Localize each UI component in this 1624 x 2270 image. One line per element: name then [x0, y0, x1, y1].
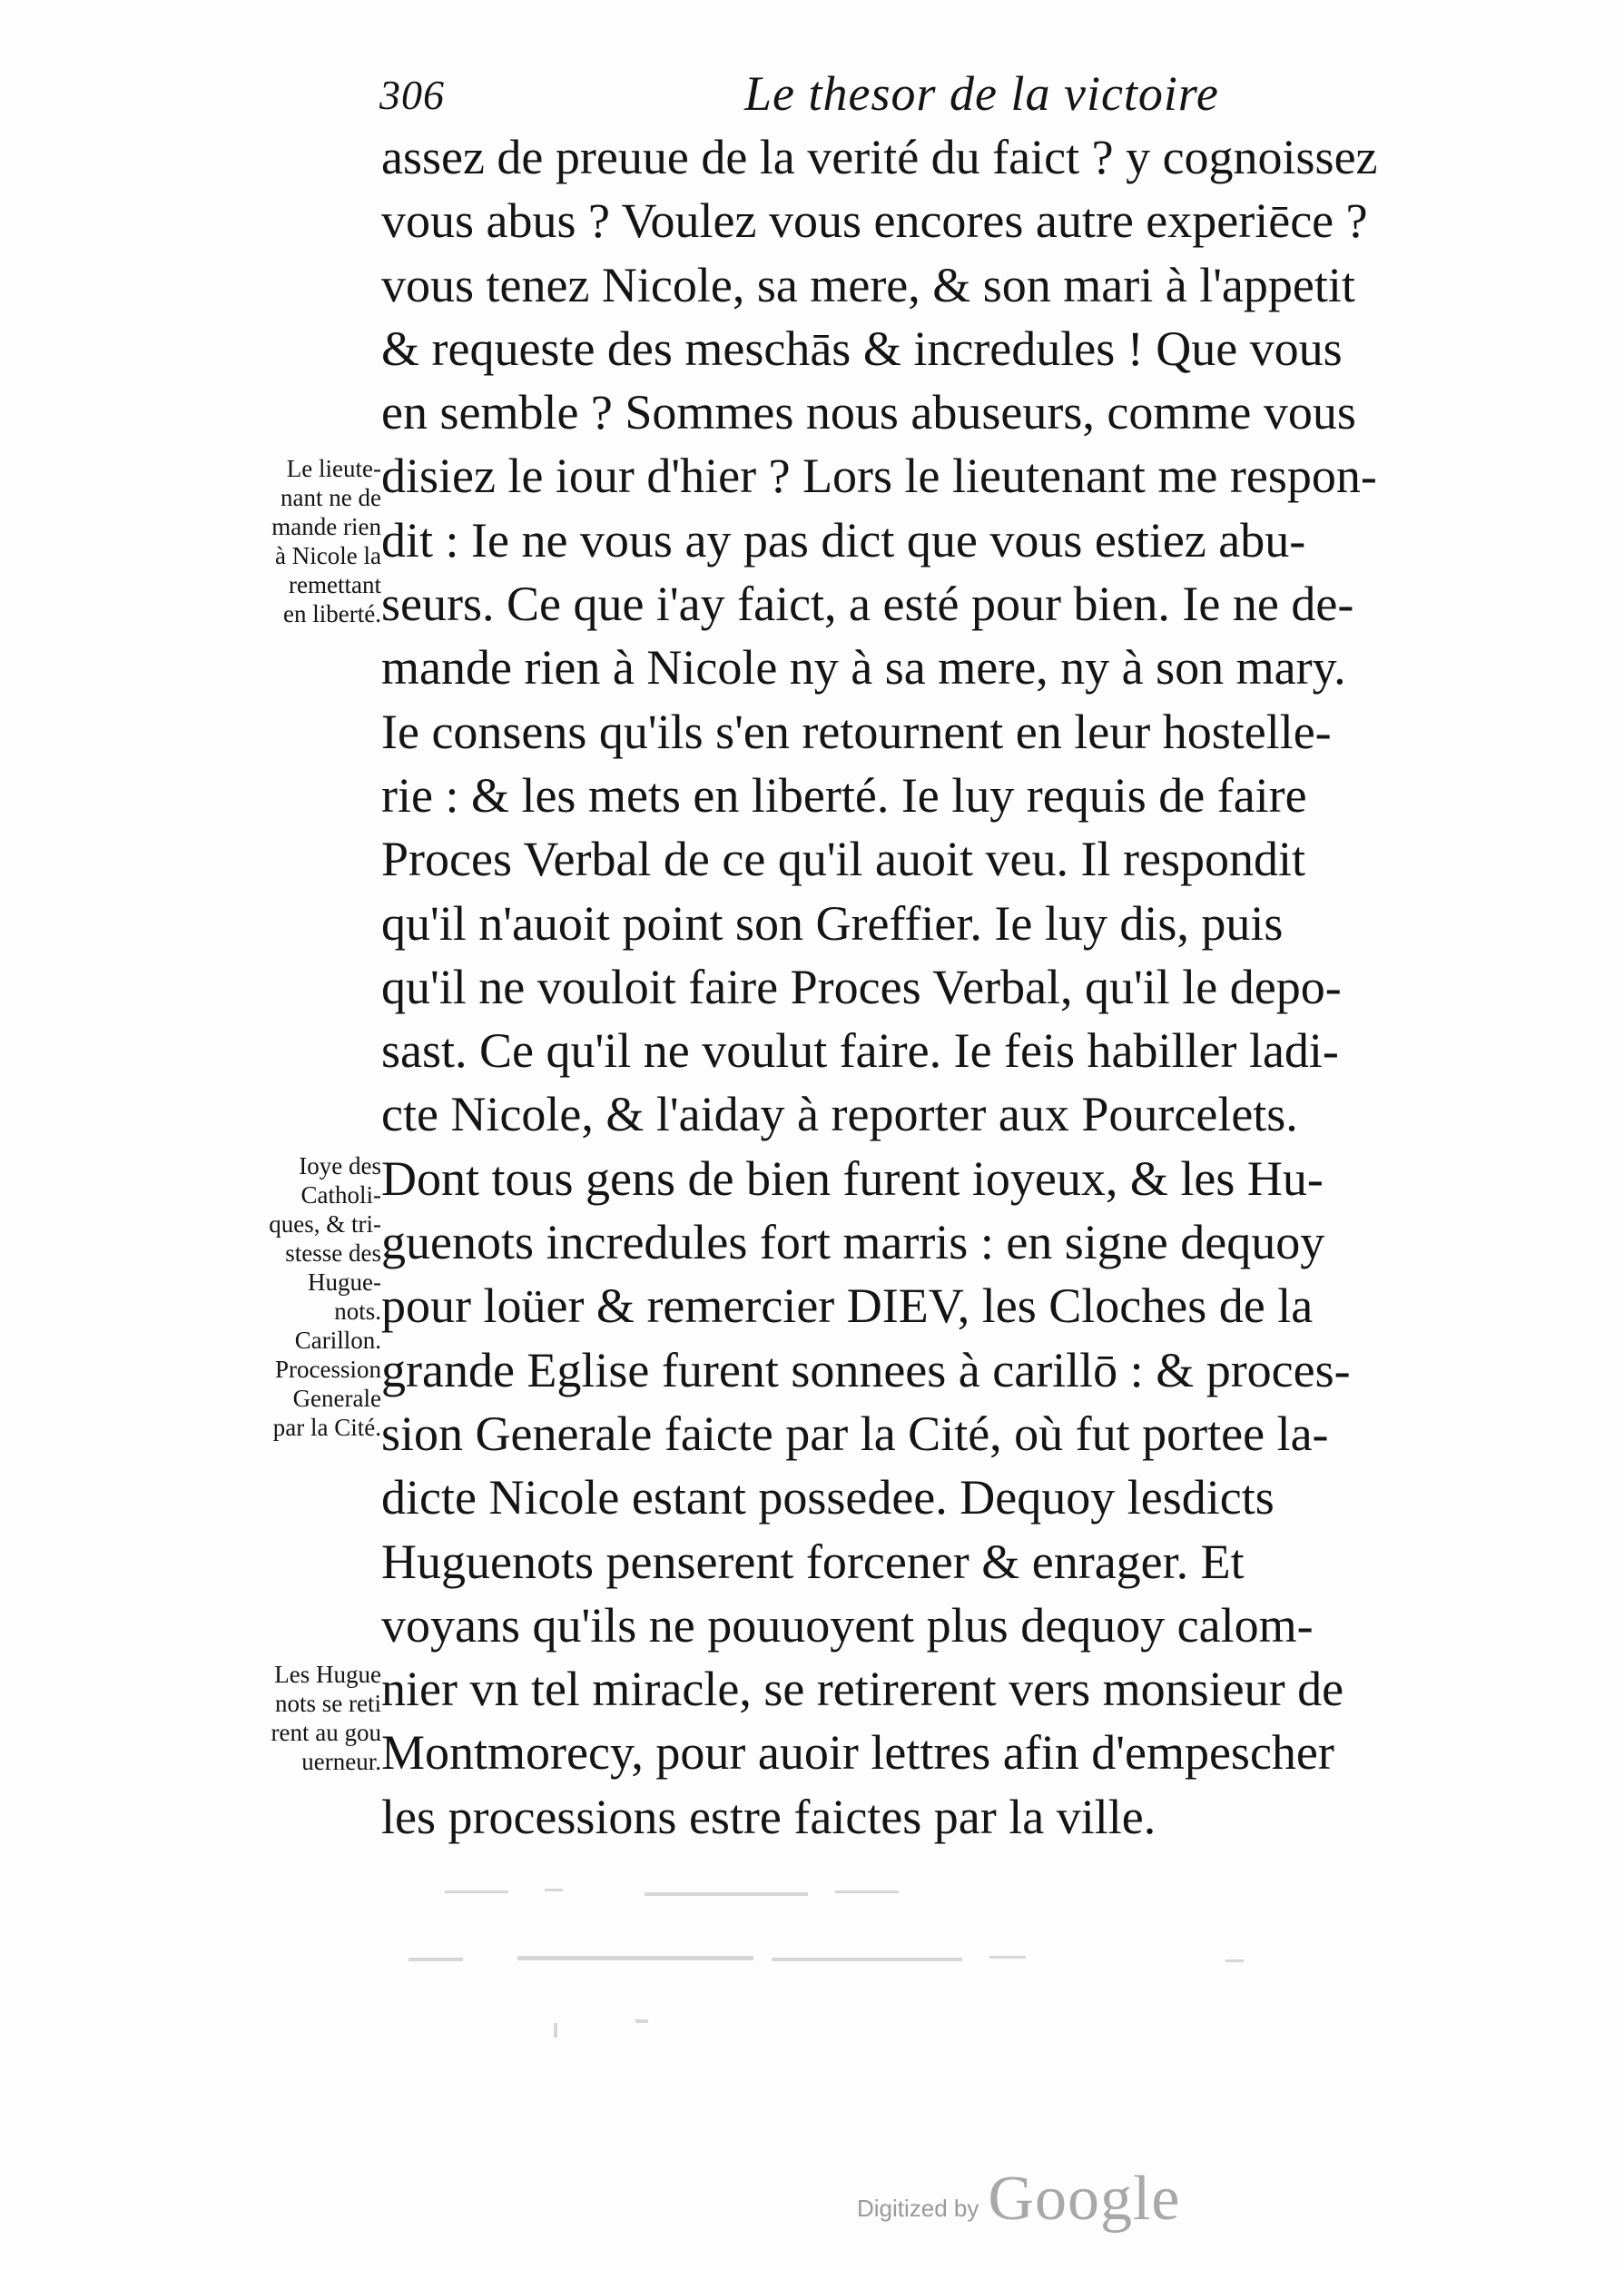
text-line: qu'il ne vouloit faire Proces Verbal, qu'il le depo- — [381, 959, 1342, 1014]
page-number: 306 — [379, 72, 445, 118]
margin-note-lieutenant: Le lieute- nant ne de mande rien à Nicole la remettant en liberté. — [271, 455, 381, 627]
digitized-credit — [857, 2163, 1180, 2235]
text-line: Ie consens qu'ils s'en retournent en leur hostelle- — [381, 704, 1332, 759]
bleed-through-smudge — [408, 1870, 1271, 2052]
text-line: assez de preuue de la verité du faict ? y cognoissez — [381, 130, 1378, 184]
text-line: sast. Ce qu'il ne voulut faire. Ie feis habiller ladi- — [381, 1023, 1339, 1079]
running-title: Le thesor de la victoire — [744, 66, 1219, 121]
text-line: seurs. Ce que i'ay faict, a esté pour bien. Ie ne de- — [381, 577, 1354, 632]
text-line: cte Nicole, & l'aiday à reporter aux Pourcelets. — [381, 1087, 1298, 1142]
margin-note-procession: Ioye des Catholi- ques, & tri- stesse des Hugue- nots. Carillon. Procession Generale par la Cité. — [269, 1152, 381, 1441]
text-line: guenots incredules fort marris : en signe dequoy — [381, 1215, 1325, 1270]
text-line: disiez le iour d'hier ? Lors le lieutenant me respon- — [381, 449, 1377, 504]
digitized-label: Digitized by — [857, 2195, 979, 2222]
text-line: mande rien à Nicole ny à sa mere, ny à son mary. — [381, 640, 1346, 696]
text-line: dit : Ie ne vous ay pas dict que vous estiez abu- — [381, 512, 1306, 568]
text-line: Dont tous gens de bien furent ioyeux, & les Hu- — [381, 1150, 1324, 1206]
text-line: Huguenots penserent forcener & enrager. Et — [381, 1534, 1245, 1589]
text-line: voyans qu'ils ne pouuoyent plus dequoy calom- — [381, 1597, 1314, 1653]
text-line: grande Eglise furent sonnees à carillō : & proces- — [381, 1342, 1351, 1397]
text-line: rie : & les mets en liberté. Ie luy requis de faire — [381, 767, 1307, 823]
text-line: vous abus ? Voulez vous encores autre experiēce ? — [381, 193, 1368, 249]
text-line: vous tenez Nicole, sa mere, & son mari à l'appetit — [381, 257, 1355, 312]
google-logo: Google — [988, 2164, 1181, 2234]
text-line: pour loüer & remercier DIEV, les Cloches de la — [381, 1278, 1314, 1334]
text-line: les processions estre faictes par la ville. — [381, 1789, 1156, 1844]
text-line: Montmorecy, pour auoir lettres afin d'empescher — [381, 1725, 1334, 1781]
text-line: qu'il n'auoit point son Greffier. Ie luy dis, puis — [381, 895, 1284, 951]
text-line: sion Generale faicte par la Cité, où fut portee la- — [381, 1406, 1329, 1461]
text-line: dicte Nicole estant possedee. Dequoy lesdicts — [381, 1470, 1275, 1525]
margin-note-huguenots: Les Hugue nots se reti rent au gou uerneur. — [271, 1661, 381, 1775]
text-line: & requeste des meschās & incredules ! Que vous — [381, 321, 1343, 376]
body-text — [381, 125, 1516, 1849]
text-line: nier vn tel miracle, se retirerent vers monsieur de — [381, 1662, 1344, 1717]
text-line: Proces Verbal de ce qu'il auoit veu. Il respondit — [381, 832, 1305, 887]
text-line: en semble ? Sommes nous abuseurs, comme vous — [381, 385, 1356, 440]
